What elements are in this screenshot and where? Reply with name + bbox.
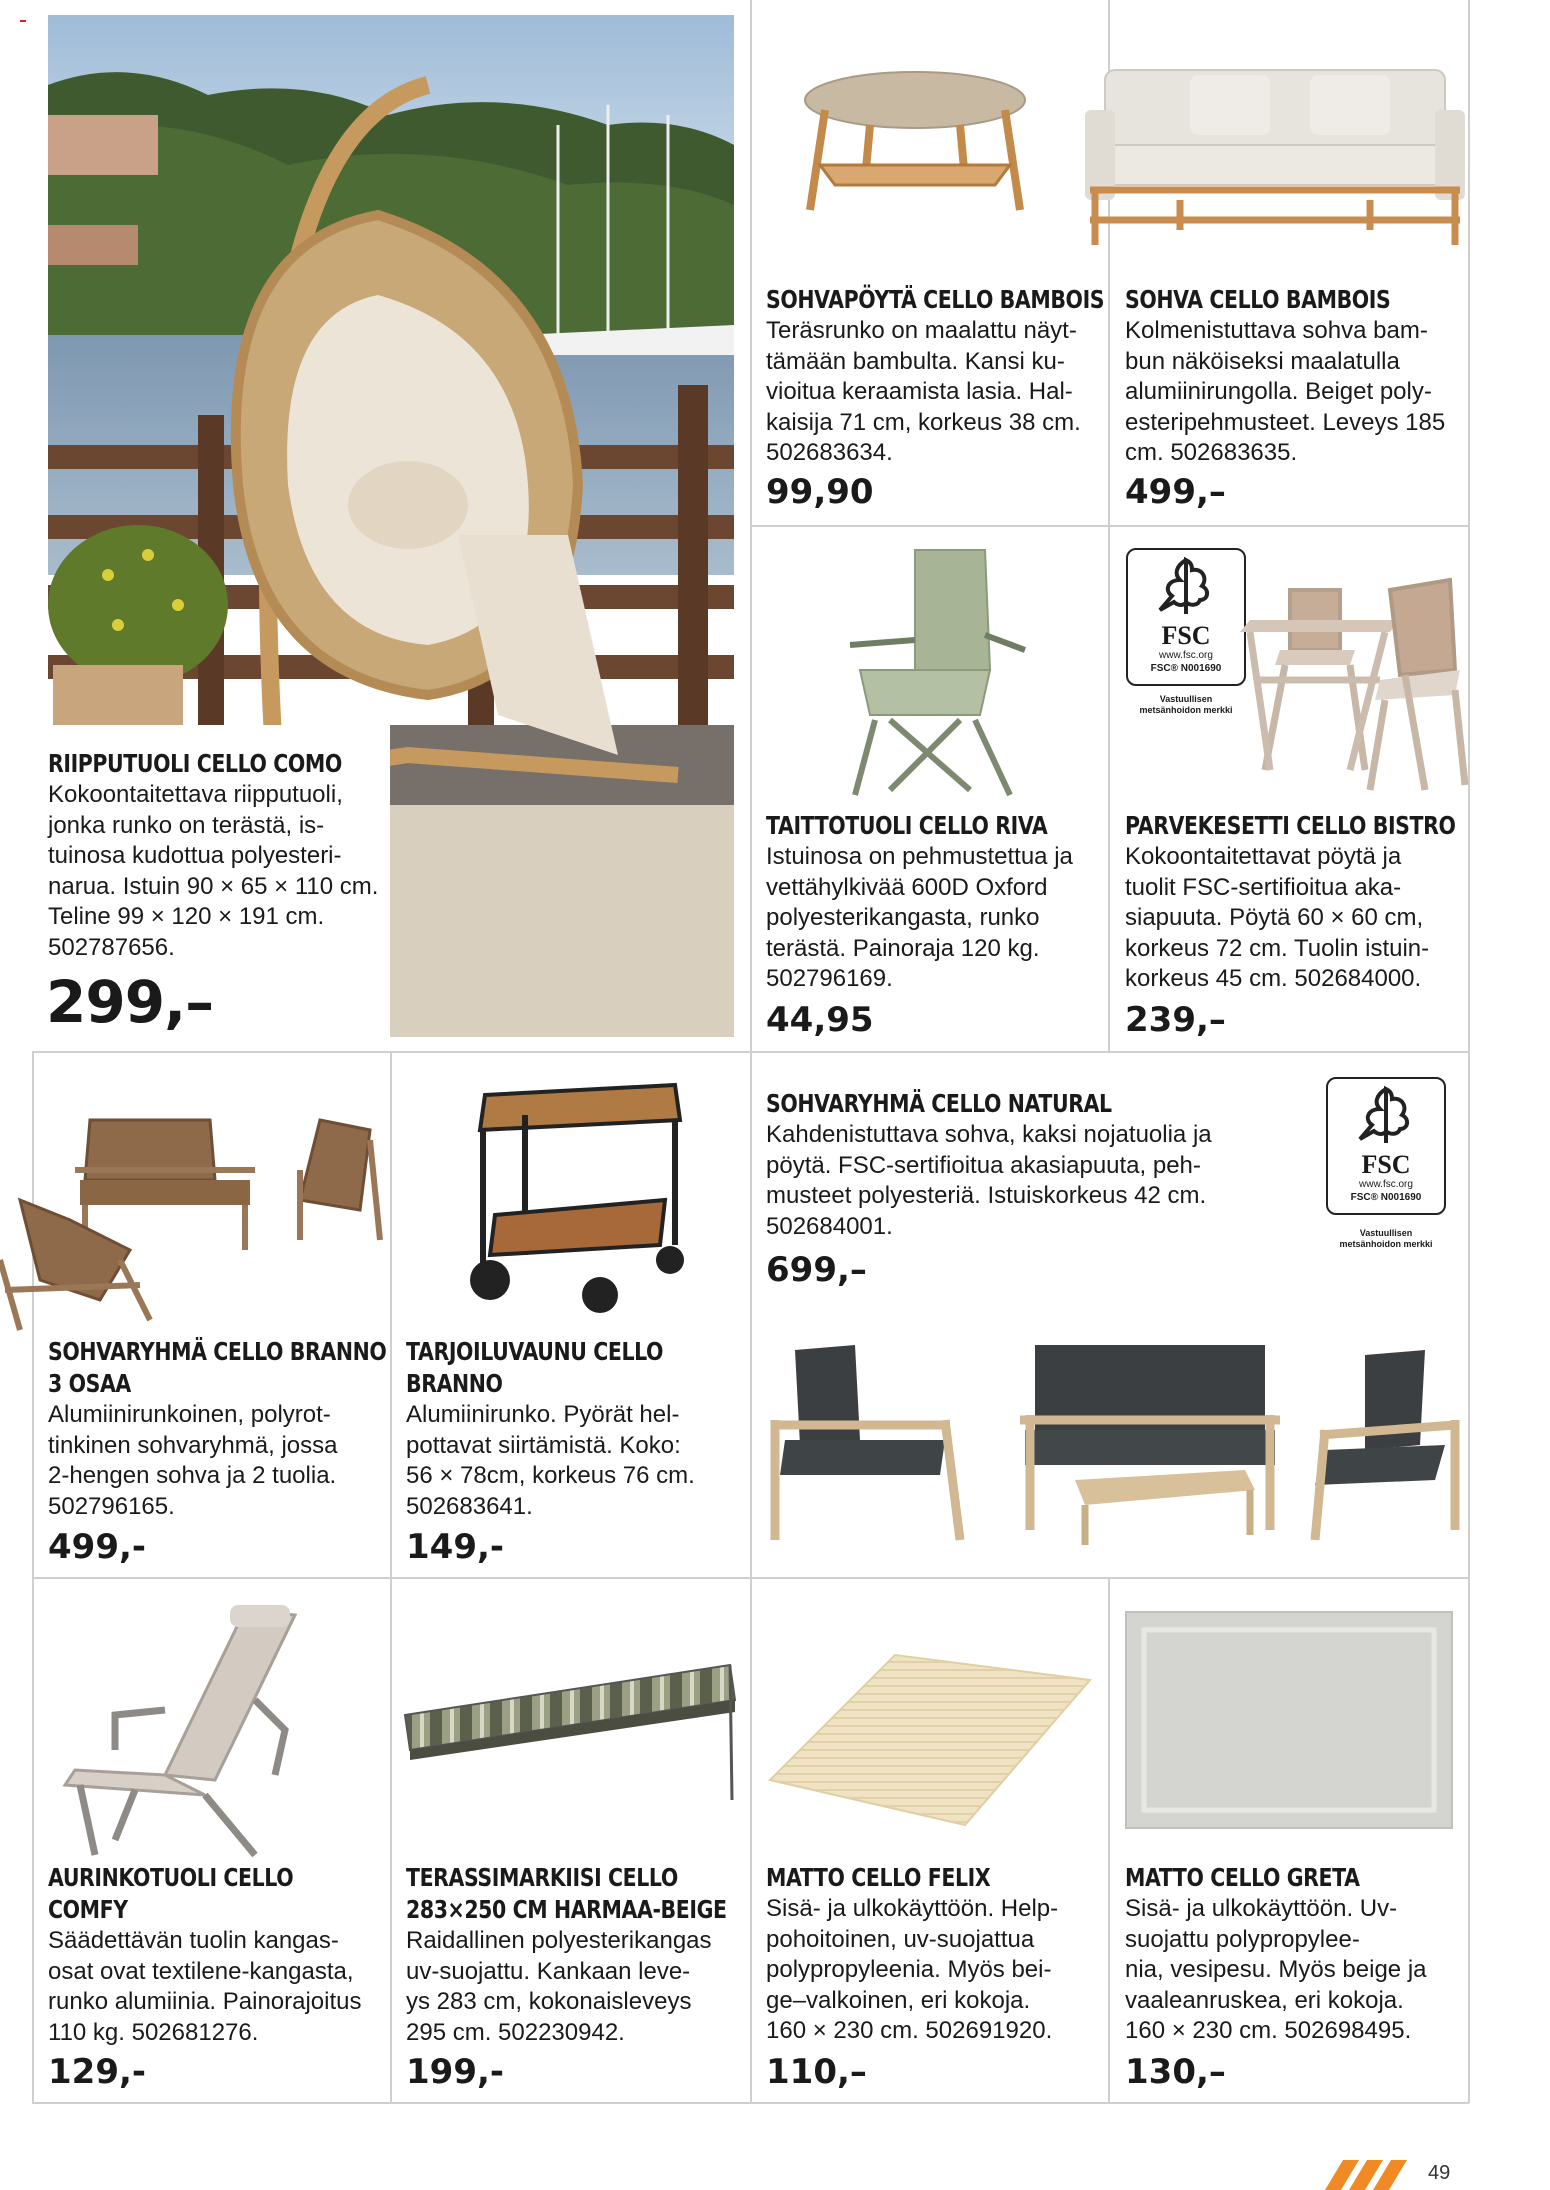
product-description: Sisä- ja ulkokäyttöön. Uv- suojattu polypropylee- nia, vesipesu. Myös beige ja vaaleanruskea, eri kokoja. 160 × 230 cm. 502698495. xyxy=(1125,1895,1427,2044)
awning-image xyxy=(400,1660,740,1810)
product-price: 199,- xyxy=(406,2052,504,2092)
grid-line xyxy=(1468,0,1470,2103)
product-title: BRANNO xyxy=(406,1369,503,1398)
product-description: Sisä- ja ulkokäyttöön. Help- pohoitoinen, uv-suojattua polypropyleenia. Myös bei- ge–valkoinen, eri kokoja. 160 × 230 cm. 502691920. xyxy=(766,1895,1059,2044)
serving-cart-image xyxy=(455,1075,695,1335)
product-price: 299,– xyxy=(46,968,214,1036)
product-description: Kokoontaitettava riipputuoli, jonka runko on terästä, is- tuinosa kudottua polyesteri- narua. Istuin 90 × 65 × 110 cm. Teline 99 × 120 × 191 cm. 502787656. xyxy=(48,781,379,961)
product-description: Alumiinirunko. Pyörät hel- pottavat siirtämistä. Koko: 56 × 78cm, korkeus 76 cm. 502683641. xyxy=(406,1401,695,1520)
product-price: 129,- xyxy=(48,2052,146,2092)
grid-line xyxy=(390,1051,392,2103)
fsc-logo xyxy=(1126,548,1246,686)
product-title: TAITTOTUOLI CELLO RIVA xyxy=(766,811,1048,840)
sun-lounger-image xyxy=(55,1600,345,1860)
fsc-text: FSC xyxy=(1361,1150,1411,1179)
product-title: RIIPPUTUOLI CELLO COMO xyxy=(48,749,342,778)
product-description: Kolmenistuttava sohva bam- bun näköiseksi maalatulla alumiinirungolla. Beiget poly- esteripehmusteet. Leveys 185 cm. 502683635. xyxy=(1125,317,1446,466)
brand-stripes-icon xyxy=(1325,2160,1415,2190)
product-price: 239,– xyxy=(1125,1000,1226,1040)
product-description: Säädettävän tuolin kangas- osat ovat textilene-kangasta, runko alumiinia. Painorajoitus 110 kg. 502681276. xyxy=(48,1927,362,2046)
product-title: COMFY xyxy=(48,1895,128,1924)
fsc-text: FSC xyxy=(1161,621,1211,650)
product-title: TARJOILUVAUNU CELLO xyxy=(406,1337,664,1366)
product-description: Kahdenistuttava sohva, kaksi nojatuolia ja pöytä. FSC-sertifioitua akasiapuuta, peh- musteet polyesteriä. Istuiskorkeus 42 cm. 502684001. xyxy=(766,1121,1212,1240)
page-number: 49 xyxy=(1428,2162,1451,2184)
product-title: SOHVARYHMÄ CELLO BRANNO xyxy=(48,1337,387,1366)
rug-felix-image xyxy=(765,1650,1095,1830)
product-description: Teräsrunko on maalattu näyt- tämään bambulta. Kansi ku- vioitua keraamista lasia. Hal- kaisija 71 cm, korkeus 38 cm. 502683634. xyxy=(766,317,1081,466)
product-description: Raidallinen polyesterikangas uv-suojattu. Kankaan leve- ys 283 cm, kokonaisleveys 295 cm. 502230942. xyxy=(406,1927,712,2046)
fsc-site: www.fsc.org xyxy=(1359,1179,1413,1190)
product-price: 110,– xyxy=(766,2052,867,2092)
fsc-note: Vastuullisen metsänhoidon merkki xyxy=(1139,694,1233,715)
product-title: 3 OSAA xyxy=(48,1369,131,1398)
fsc-site: www.fsc.org xyxy=(1159,650,1213,661)
fsc-code: FSC® N001690 xyxy=(1150,663,1222,674)
fsc-tree-icon xyxy=(1146,556,1226,618)
grid-line xyxy=(750,1577,752,2103)
product-description: Alumiinirunkoinen, polyrot- tinkinen sohvaryhmä, jossa 2-hengen sohva ja 2 tuolia. 502796165. xyxy=(48,1401,338,1520)
coffee-table-image xyxy=(800,70,1030,220)
sofa-group-image xyxy=(765,1330,1465,1560)
bistro-set-image xyxy=(1230,560,1470,800)
sofa-set-image xyxy=(0,1110,390,1340)
product-price: 699,– xyxy=(766,1250,867,1290)
fsc-code: FSC® N001690 xyxy=(1350,1192,1422,1203)
product-title: AURINKOTUOLI CELLO xyxy=(48,1863,294,1892)
fsc-note: Vastuullisen metsänhoidon merkki xyxy=(1339,1228,1433,1249)
product-title: SOHVAPÖYTÄ CELLO BAMBOIS xyxy=(766,285,1105,314)
product-price: 149,- xyxy=(406,1527,504,1567)
product-title: 283×250 CM HARMAA-BEIGE xyxy=(406,1895,727,1924)
product-title: PARVEKESETTI CELLO BISTRO xyxy=(1125,811,1456,840)
product-price: 499,– xyxy=(1125,472,1226,512)
product-title: SOHVARYHMÄ CELLO NATURAL xyxy=(766,1089,1112,1118)
product-description: Istuinosa on pehmustettua ja vettähylkivää 600D Oxford polyesterikangasta, runko terästä. Painoraja 120 kg. 502796169. xyxy=(766,843,1073,992)
product-price: 99,90 xyxy=(766,472,874,512)
page-mark xyxy=(20,20,26,22)
product-price: 499,- xyxy=(48,1527,146,1567)
sofa-image xyxy=(1080,50,1470,250)
product-price: 44,95 xyxy=(766,1000,874,1040)
grid-line xyxy=(1108,1577,1110,2103)
fsc-tree-icon xyxy=(1346,1085,1426,1147)
product-title: MATTO CELLO FELIX xyxy=(766,1863,991,1892)
product-price: 130,– xyxy=(1125,2052,1226,2092)
folding-chair-image xyxy=(820,540,1050,800)
product-title: TERASSIMARKIISI CELLO xyxy=(406,1863,678,1892)
rug-greta-image xyxy=(1124,1610,1454,1830)
product-title: MATTO CELLO GRETA xyxy=(1125,1863,1360,1892)
product-title: SOHVA CELLO BAMBOIS xyxy=(1125,285,1391,314)
fsc-logo xyxy=(1326,1077,1446,1215)
product-description: Kokoontaitettavat pöytä ja tuolit FSC-sertifioitua aka- siapuuta. Pöytä 60 × 60 cm, korkeus 72 cm. Tuolin istuin- korkeus 45 cm. 502684000. xyxy=(1125,843,1430,992)
grid-line xyxy=(751,525,1469,527)
